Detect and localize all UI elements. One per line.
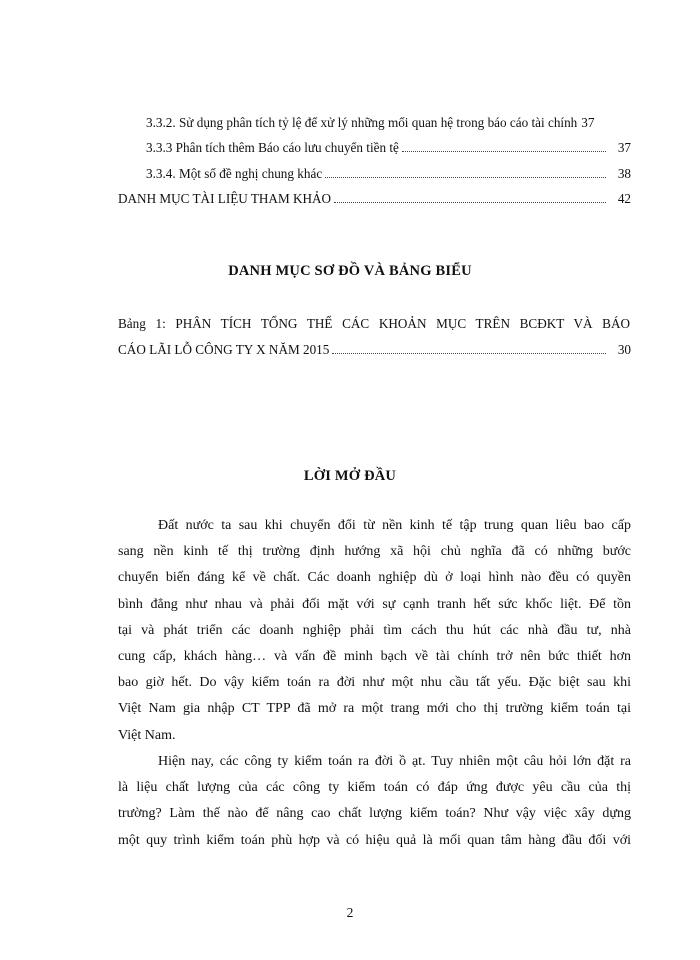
figure-entry-line2 xyxy=(118,342,631,358)
paragraph-line: chuyển biến đáng kể về chất. Các doanh nghiệp dù ở loại hình nào đều có quyền xyxy=(118,570,631,586)
paragraph-line: Việt Nam gia nhập CT TPP đã mở ra một trang mới cho thị trường kiểm toán tại xyxy=(118,701,631,717)
toc-entry xyxy=(146,115,631,131)
paragraph-line: cung cấp, khách hàng… và vấn đề minh bạch về tài chính trở nên bức thiết hơn xyxy=(118,648,631,664)
toc-entry-title: 3.3.2. Sử dụng phân tích tỷ lệ để xử lý những mối quan hệ trong báo cáo tài chính xyxy=(146,115,578,130)
paragraph-line: tại và phát triển các doanh nghiệp phải tìm cách thu hút các nhà đầu tư, nhà xyxy=(118,622,631,638)
toc-entry-page: 37 xyxy=(581,115,595,130)
paragraph-line: sang nền kinh tế thị trường định hướng xã hội chủ nghĩa đã có những bước xyxy=(118,544,631,560)
toc-leader-dots xyxy=(334,202,606,203)
toc-leader-dots xyxy=(332,353,606,354)
toc-entry-title: 3.3.3 Phân tích thêm Báo cáo lưu chuyển tiền tệ xyxy=(146,140,399,155)
intro-paragraph-2 xyxy=(118,749,631,854)
toc-entry-page: 37 xyxy=(617,140,631,155)
figures-list-heading: DANH MỤC SƠ ĐỒ VÀ BẢNG BIỂU xyxy=(228,263,472,279)
toc-entry-title: DANH MỤC TÀI LIỆU THAM KHẢO xyxy=(118,191,332,206)
toc-leader-dots xyxy=(402,151,606,152)
toc-entry xyxy=(146,140,631,156)
intro-paragraph-1 xyxy=(118,513,631,749)
paragraph-line: Hiện nay, các công ty kiểm toán ra đời ồ ạt. Tuy nhiên một câu hỏi lớn đặt ra xyxy=(158,754,631,769)
toc-entry-page: 42 xyxy=(617,191,631,206)
toc-leader-dots xyxy=(325,177,606,178)
paragraph-line: bao giờ hết. Do vậy kiểm toán ra đời như một nhu cầu tất yếu. Đặc biệt sau khi xyxy=(118,675,631,691)
toc-entry xyxy=(118,191,631,207)
toc-entry-title: 3.3.4. Một số đề nghị chung khác xyxy=(146,166,323,181)
toc-entry-page: 38 xyxy=(617,166,631,181)
paragraph-line: bình đẳng như nhau và phải đối mặt với sự cạnh tranh hết sức khốc liệt. Để tồn xyxy=(118,596,631,612)
paragraph-line: Đất nước ta sau khi chuyển đổi từ nền kinh tế tập trung quan liêu bao cấp xyxy=(158,518,631,533)
figure-entry-title: CÁO LÃI LỖ CÔNG TY X NĂM 2015 xyxy=(118,342,330,357)
toc-entry xyxy=(146,166,631,182)
paragraph-line: là liệu chất lượng của các công ty kiểm toán có đáp ứng được yêu cầu của thị xyxy=(118,780,631,796)
page-number: 2 xyxy=(346,905,354,920)
paragraph-line: một quy trình kiểm toán phù hợp và có hiệu quả là mối quan tâm hàng đầu đối với xyxy=(118,832,631,848)
figure-entry-page: 30 xyxy=(617,342,631,357)
paragraph-line: Việt Nam. xyxy=(118,727,176,743)
intro-heading: LỜI MỞ ĐẦU xyxy=(303,468,397,484)
figure-entry-line1: Bảng 1: PHÂN TÍCH TỔNG THỂ CÁC KHOẢN MỤC TRÊN BCĐKT VÀ BÁO xyxy=(118,316,630,331)
paragraph-line: trường? Làm thế nào để nâng cao chất lượng kiểm toán? Như vậy việc xây dựng xyxy=(118,806,631,822)
